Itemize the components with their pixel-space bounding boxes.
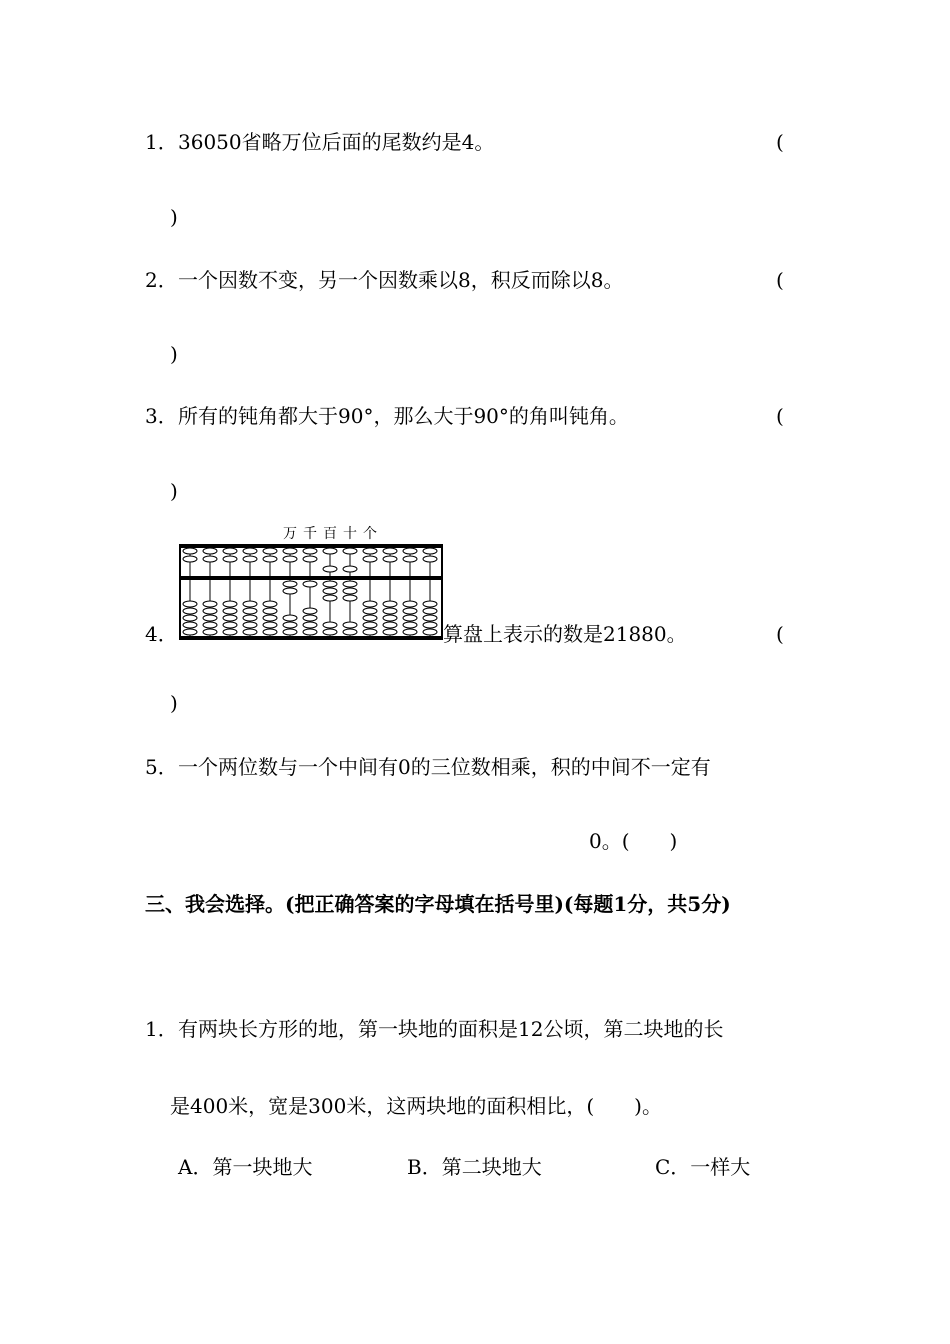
abacus-lower-bead bbox=[223, 601, 237, 607]
abacus-upper-bead bbox=[183, 548, 197, 554]
abacus-lower-bead bbox=[243, 629, 257, 635]
abacus-place-label: 十 bbox=[343, 526, 357, 542]
abacus-lower-bead bbox=[283, 615, 297, 621]
abacus-place-label: 万 bbox=[283, 526, 297, 542]
abacus-upper-bead bbox=[263, 548, 277, 554]
abacus-lower-bead bbox=[223, 629, 237, 635]
abacus-place-label: 千 bbox=[303, 526, 317, 542]
judge-2-text: 一个因数不变，另一个因数乘以8，积反而除以8。 bbox=[178, 268, 624, 292]
judge-1-open-paren: ( bbox=[776, 130, 784, 154]
abacus-upper-bead bbox=[363, 556, 377, 562]
abacus-upper-bead bbox=[383, 548, 397, 554]
abacus-lower-bead bbox=[243, 601, 257, 607]
abacus-lower-bead bbox=[243, 608, 257, 614]
abacus-lower-bead bbox=[323, 622, 337, 628]
abacus-lower-bead bbox=[383, 622, 397, 628]
abacus-lower-bead bbox=[203, 601, 217, 607]
abacus-lower-bead bbox=[423, 629, 437, 635]
abacus-lower-bead bbox=[323, 629, 337, 635]
abacus-lower-bead bbox=[323, 588, 337, 594]
choice-1-option-b: B．第二块地大 bbox=[407, 1155, 542, 1179]
choice-1-text-line2: 是400米，宽是300米，这两块地的面积相比，( )。 bbox=[170, 1094, 662, 1118]
abacus-upper-bead bbox=[243, 556, 257, 562]
abacus-lower-bead bbox=[263, 629, 277, 635]
abacus-lower-bead bbox=[303, 608, 317, 614]
choice-1-option-c: C．一样大 bbox=[655, 1155, 751, 1179]
section-3-title: 三、我会选择。(把正确答案的字母填在括号里)(每题1分，共5分) bbox=[145, 892, 731, 916]
abacus-upper-bead bbox=[223, 556, 237, 562]
abacus-beam bbox=[180, 576, 442, 580]
abacus-lower-bead bbox=[423, 615, 437, 621]
abacus-lower-bead bbox=[363, 608, 377, 614]
abacus-upper-bead bbox=[283, 556, 297, 562]
abacus-lower-bead bbox=[223, 615, 237, 621]
abacus-lower-bead bbox=[263, 615, 277, 621]
judge-1-close-paren: ) bbox=[170, 205, 178, 229]
abacus-lower-bead bbox=[403, 608, 417, 614]
abacus-place-label: 百 bbox=[323, 526, 337, 542]
abacus-lower-bead bbox=[223, 622, 237, 628]
abacus-lower-bead bbox=[183, 629, 197, 635]
abacus-lower-bead bbox=[343, 595, 357, 601]
abacus-lower-bead bbox=[403, 622, 417, 628]
abacus-lower-bead bbox=[183, 615, 197, 621]
judge-4-text: 算盘上表示的数是21880。 bbox=[443, 622, 687, 646]
abacus-lower-bead bbox=[183, 601, 197, 607]
choice-1-option-a: A．第一块地大 bbox=[178, 1155, 313, 1179]
abacus-lower-bead bbox=[343, 622, 357, 628]
abacus-upper-bead bbox=[343, 566, 357, 572]
abacus-lower-bead bbox=[283, 629, 297, 635]
abacus-lower-bead bbox=[423, 622, 437, 628]
abacus-upper-bead bbox=[323, 548, 337, 554]
abacus-lower-bead bbox=[383, 629, 397, 635]
abacus-lower-bead bbox=[363, 622, 377, 628]
judge-4-open-paren: ( bbox=[776, 622, 784, 646]
abacus-lower-bead bbox=[383, 601, 397, 607]
abacus-lower-bead bbox=[283, 581, 297, 587]
abacus-lower-bead bbox=[343, 588, 357, 594]
abacus-upper-bead bbox=[423, 556, 437, 562]
judge-5-text: 一个两位数与一个中间有0的三位数相乘，积的中间不一定有 bbox=[178, 755, 711, 779]
abacus-upper-bead bbox=[243, 548, 257, 554]
judge-3-number: 3． bbox=[145, 404, 178, 428]
abacus-upper-bead bbox=[203, 556, 217, 562]
abacus-upper-bead bbox=[303, 548, 317, 554]
abacus-figure bbox=[178, 521, 446, 643]
judge-1-number: 1． bbox=[145, 130, 178, 154]
abacus-lower-bead bbox=[403, 601, 417, 607]
abacus-lower-bead bbox=[303, 581, 317, 587]
abacus-lower-bead bbox=[223, 608, 237, 614]
judge-2-close-paren: ) bbox=[170, 342, 178, 366]
abacus-lower-bead bbox=[423, 608, 437, 614]
abacus-lower-bead bbox=[363, 601, 377, 607]
judge-2-open-paren: ( bbox=[776, 268, 784, 292]
abacus-lower-bead bbox=[363, 615, 377, 621]
abacus-lower-bead bbox=[203, 615, 217, 621]
abacus-lower-bead bbox=[403, 615, 417, 621]
abacus-upper-bead bbox=[383, 556, 397, 562]
abacus-lower-bead bbox=[423, 601, 437, 607]
abacus-lower-bead bbox=[363, 629, 377, 635]
abacus-lower-bead bbox=[183, 622, 197, 628]
abacus-upper-bead bbox=[183, 556, 197, 562]
abacus-lower-bead bbox=[403, 629, 417, 635]
judge-3-open-paren: ( bbox=[776, 404, 784, 428]
abacus-lower-bead bbox=[263, 608, 277, 614]
abacus-lower-bead bbox=[203, 629, 217, 635]
abacus-lower-bead bbox=[323, 595, 337, 601]
judge-4-close-paren: ) bbox=[170, 691, 178, 715]
abacus-lower-bead bbox=[343, 629, 357, 635]
choice-1-number: 1． bbox=[145, 1017, 178, 1041]
choice-1-text: 有两块长方形的地，第一块地的面积是12公顷，第二块地的长 bbox=[178, 1017, 724, 1041]
abacus-lower-bead bbox=[383, 615, 397, 621]
judge-1-text: 36050省略万位后面的尾数约是4。 bbox=[178, 130, 495, 154]
abacus-bottom-rail bbox=[180, 636, 442, 639]
abacus-upper-bead bbox=[343, 548, 357, 554]
abacus-upper-bead bbox=[423, 548, 437, 554]
judge-3-text: 所有的钝角都大于90°，那么大于90°的角叫钝角。 bbox=[178, 404, 629, 428]
abacus-lower-bead bbox=[323, 581, 337, 587]
judge-4-number: 4． bbox=[145, 622, 178, 646]
abacus-lower-bead bbox=[203, 608, 217, 614]
abacus-lower-bead bbox=[243, 615, 257, 621]
abacus-lower-bead bbox=[183, 608, 197, 614]
abacus-lower-bead bbox=[343, 581, 357, 587]
abacus-lower-bead bbox=[303, 622, 317, 628]
abacus-upper-bead bbox=[223, 548, 237, 554]
abacus-upper-bead bbox=[403, 556, 417, 562]
judge-5-number: 5． bbox=[145, 755, 178, 779]
abacus-lower-bead bbox=[283, 588, 297, 594]
abacus-upper-bead bbox=[303, 556, 317, 562]
judge-5-text-line2: 0。( ) bbox=[589, 829, 678, 853]
abacus-upper-bead bbox=[363, 548, 377, 554]
abacus-lower-bead bbox=[283, 622, 297, 628]
abacus-lower-bead bbox=[383, 608, 397, 614]
abacus-upper-bead bbox=[283, 548, 297, 554]
abacus-upper-bead bbox=[203, 548, 217, 554]
abacus-place-label: 个 bbox=[363, 526, 377, 542]
abacus-lower-bead bbox=[203, 622, 217, 628]
judge-2-number: 2． bbox=[145, 268, 178, 292]
judge-3-close-paren: ) bbox=[170, 479, 178, 503]
abacus-lower-bead bbox=[303, 629, 317, 635]
abacus-lower-bead bbox=[243, 622, 257, 628]
abacus-lower-bead bbox=[303, 615, 317, 621]
abacus-upper-bead bbox=[403, 548, 417, 554]
abacus-lower-bead bbox=[263, 622, 277, 628]
abacus-upper-bead bbox=[263, 556, 277, 562]
abacus-lower-bead bbox=[263, 601, 277, 607]
abacus-upper-bead bbox=[323, 566, 337, 572]
